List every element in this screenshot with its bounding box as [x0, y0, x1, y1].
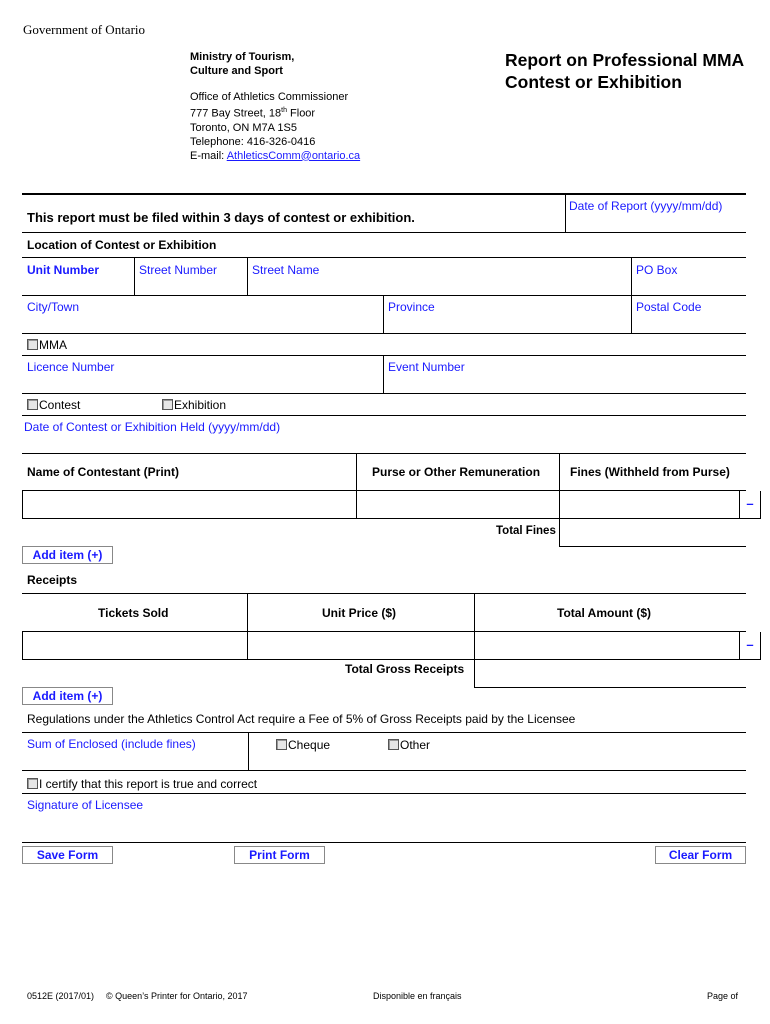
date-held-field[interactable]: Date of Contest or Exhibition Held (yyyy/mm/dd) — [24, 420, 281, 434]
government-header: Government of Ontario — [23, 22, 146, 37]
unit-number-field[interactable]: Unit Number — [27, 263, 99, 277]
save-form-button[interactable]: Save Form — [22, 846, 113, 864]
add-contestant-button[interactable]: Add item (+) — [22, 546, 113, 564]
contestant-name-input[interactable] — [22, 491, 357, 519]
remove-row-button[interactable]: – — [739, 632, 761, 660]
ministry-name — [190, 50, 294, 78]
purse-input[interactable] — [356, 491, 560, 519]
location-heading: Location of Contest or Exhibition — [27, 238, 217, 252]
form-title-line-2: Contest or Exhibition — [505, 72, 682, 92]
checkbox-icon[interactable] — [388, 739, 399, 750]
divider — [247, 257, 248, 296]
office-name: Office of Athletics Commissioner — [190, 91, 349, 103]
event-number-field[interactable]: Event Number — [388, 360, 465, 374]
divider — [134, 257, 135, 296]
divider — [383, 355, 384, 393]
province-field[interactable]: Province — [388, 300, 435, 314]
regulation-text: Regulations under the Athletics Control Act require a Fee of 5% of Gross Receipts paid by the Licensee — [27, 712, 576, 726]
total-amount-input[interactable] — [474, 632, 739, 660]
print-form-button[interactable]: Print Form — [234, 846, 325, 864]
office-phone: Telephone: 416-326-0416 — [190, 135, 316, 148]
checkbox-icon[interactable] — [162, 399, 173, 410]
copyright: © Queen’s Printer for Ontario, 2017 — [106, 991, 248, 1001]
divider — [248, 732, 249, 770]
divider — [631, 295, 632, 333]
exhibition-checkbox[interactable]: Exhibition — [162, 398, 226, 412]
street-number-field[interactable]: Street Number — [139, 263, 218, 277]
form-code: 0512E (2017/01) — [27, 991, 95, 1001]
contest-checkbox[interactable]: Contest — [27, 398, 80, 412]
french-availability: Disponible en français — [373, 991, 462, 1001]
checkbox-icon[interactable] — [27, 778, 38, 789]
postal-code-field[interactable]: Postal Code — [636, 300, 702, 314]
fines-input[interactable] — [559, 491, 739, 519]
sum-enclosed-field[interactable]: Sum of Enclosed (include fines) — [27, 737, 196, 751]
office-city: Toronto, ON M7A 1S5 — [190, 121, 297, 134]
filing-notice: This report must be filed within 3 days of contest or exhibition. — [27, 210, 415, 225]
other-checkbox[interactable]: Other — [388, 738, 430, 752]
office-street: 777 Bay Street, 18th Floor — [190, 107, 316, 120]
column-header-unit-price: Unit Price ($) — [322, 606, 397, 620]
column-header-fines: Fines (Withheld from Purse) — [570, 465, 730, 479]
remove-row-button[interactable]: – — [739, 491, 761, 519]
column-header-total-amount: Total Amount ($) — [557, 606, 651, 620]
cheque-checkbox[interactable]: Cheque — [276, 738, 330, 752]
unit-price-input[interactable] — [247, 632, 475, 660]
divider — [22, 257, 746, 258]
column-header-purse: Purse or Other Remuneration — [372, 465, 541, 479]
total-fines-label: Total Fines — [496, 525, 556, 537]
office-email: E-mail: AthleticsComm@ontario.ca — [190, 149, 361, 162]
divider — [22, 295, 746, 296]
divider — [22, 193, 746, 195]
checkbox-icon[interactable] — [27, 399, 38, 410]
page-number: Page of — [707, 991, 739, 1001]
po-box-field[interactable]: PO Box — [636, 263, 678, 277]
add-receipt-button[interactable]: Add item (+) — [22, 687, 113, 705]
divider — [22, 842, 746, 843]
receipts-heading: Receipts — [27, 573, 78, 587]
email-link[interactable]: AthleticsComm@ontario.ca — [226, 149, 361, 162]
total-gross-receipts-label: Total Gross Receipts — [345, 662, 465, 676]
checkbox-icon[interactable] — [27, 339, 38, 350]
divider — [22, 415, 746, 416]
city-town-field[interactable]: City/Town — [27, 300, 80, 314]
signature-field[interactable]: Signature of Licensee — [27, 798, 144, 812]
divider — [22, 453, 746, 454]
mma-checkbox[interactable]: MMA — [27, 338, 67, 352]
certify-checkbox[interactable]: I certify that this report is true and correct — [27, 777, 257, 791]
date-of-report-field[interactable]: Date of Report (yyyy/mm/dd) — [569, 199, 723, 213]
divider — [22, 793, 746, 794]
clear-form-button[interactable]: Clear Form — [655, 846, 746, 864]
column-header-contestant: Name of Contestant (Print) — [27, 465, 180, 479]
divider — [565, 194, 566, 232]
form-title-line-1: Report on Professional MMA — [505, 50, 745, 70]
licence-number-field[interactable]: Licence Number — [27, 360, 115, 374]
divider — [22, 393, 746, 394]
total-gross-receipts-input[interactable] — [474, 660, 746, 688]
divider — [22, 232, 746, 233]
column-header-tickets: Tickets Sold — [98, 606, 169, 620]
divider — [383, 295, 384, 333]
divider — [631, 257, 632, 296]
office-address — [190, 90, 360, 163]
tickets-sold-input[interactable] — [22, 632, 248, 660]
divider — [22, 333, 746, 334]
divider — [22, 593, 746, 594]
divider — [22, 732, 746, 733]
street-name-field[interactable]: Street Name — [252, 263, 320, 277]
form-title — [505, 49, 744, 93]
divider — [22, 355, 746, 356]
ministry-line-2: Culture and Sport — [190, 65, 283, 77]
ministry-line-1: Ministry of Tourism, — [190, 51, 295, 63]
checkbox-icon[interactable] — [276, 739, 287, 750]
total-fines-input[interactable] — [559, 519, 746, 547]
divider — [22, 770, 746, 771]
